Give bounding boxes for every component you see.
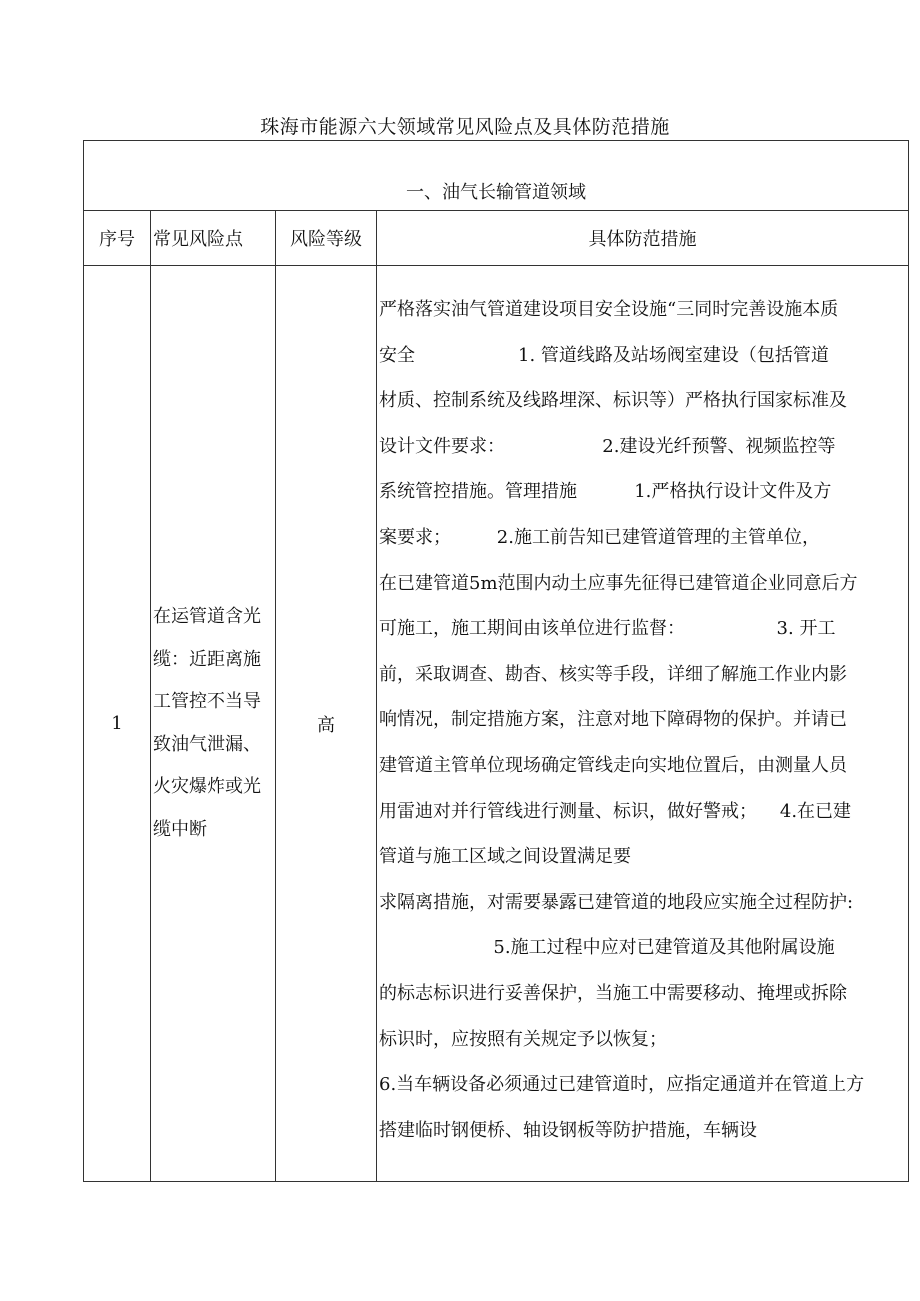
document-title: 珠海市能源六大领域常见风险点及具体防范措施 <box>260 116 670 138</box>
header-index: 序号 <box>84 211 151 266</box>
header-risk-level: 风险等级 <box>276 211 377 266</box>
measure-line: 严格落实油气管道建设项目安全设施“三同时完善设施本质 <box>379 299 839 320</box>
risk-point-line: 工管控不当导 <box>153 691 261 712</box>
header-measures: 具体防范措施 <box>377 211 909 266</box>
measure-line: 材质、控制系统及线路埋深、标识等）严格执行国家标准及 <box>379 390 847 412</box>
row-measures <box>377 266 909 1182</box>
risk-point-line: 缆：近距离施 <box>153 648 261 670</box>
measure-line: 前，采取调查、勘杳、核实等手段，详细了解施工作业内影 <box>379 663 847 685</box>
row-index: 1 <box>84 266 151 1182</box>
measure-line: 响情况，制定措施方案，注意对地下障碍物的保护。并请已 <box>379 709 847 731</box>
measure-line: 用雷迪对并行管线进行测量、标识，做好警戒； 4.在已建 <box>379 800 852 822</box>
measure-line: 管道与施工区域之间设置满足要 <box>379 846 631 868</box>
section-title: 一、油气长输管道领域 <box>84 141 909 211</box>
measure-line: 的标志标识进行妥善保护，当施工中需要移动、掩埋或拆除 <box>379 982 847 1004</box>
measure-line: 5.施工过程中应对已建管道及其他附属设施 <box>379 937 835 959</box>
header-row <box>84 211 909 266</box>
risk-point-line: 缆中断 <box>153 818 207 840</box>
section-row <box>84 141 909 211</box>
measure-line: 安全 1. 管道线路及站场阀室建设（包括管道 <box>379 344 829 366</box>
measure-line: 搭建临时钢便桥、轴设钢板等防护措施，车辆设 <box>379 1119 757 1141</box>
measure-line: 6.当车辆设备必须通过已建管道时，应指定通道并在管道上方 <box>379 1074 865 1096</box>
measure-line: 系统管控措施。管理措施 1.严格执行设计文件及方 <box>379 481 832 503</box>
measure-line: 标识时，应按照有关规定予以恢复； <box>379 1028 667 1050</box>
risk-point-line: 火灾爆炸或光 <box>153 776 261 797</box>
measure-line: 设计文件要求： 2.建设光纤预警、视频监控等 <box>379 435 836 457</box>
row-risk-level: 高 <box>276 266 377 1182</box>
header-risk-point: 常见风险点 <box>151 211 276 266</box>
measure-line: 可施工，施工期间由该单位进行监督： 3. 开工 <box>379 618 836 640</box>
measure-line: 建管道主管单位现场确定管线走向实地位置后，由测量人员 <box>379 754 847 776</box>
table-row <box>84 266 909 1182</box>
risk-point-line: 在运管道含光 <box>153 606 261 627</box>
risk-table <box>83 140 909 1182</box>
risk-point-line: 致油气泄漏、 <box>153 733 261 755</box>
measure-line: 在已建管道5m范围内动土应事先征得已建管道企业同意后方 <box>379 572 858 594</box>
row-risk-point <box>151 266 276 1182</box>
measure-line: 求隔离措施，对需要暴露已建管道的地段应实施全过程防护: <box>379 891 854 913</box>
measure-line: 案要求； 2.施工前告知已建管道管理的主管单位， <box>379 526 820 548</box>
